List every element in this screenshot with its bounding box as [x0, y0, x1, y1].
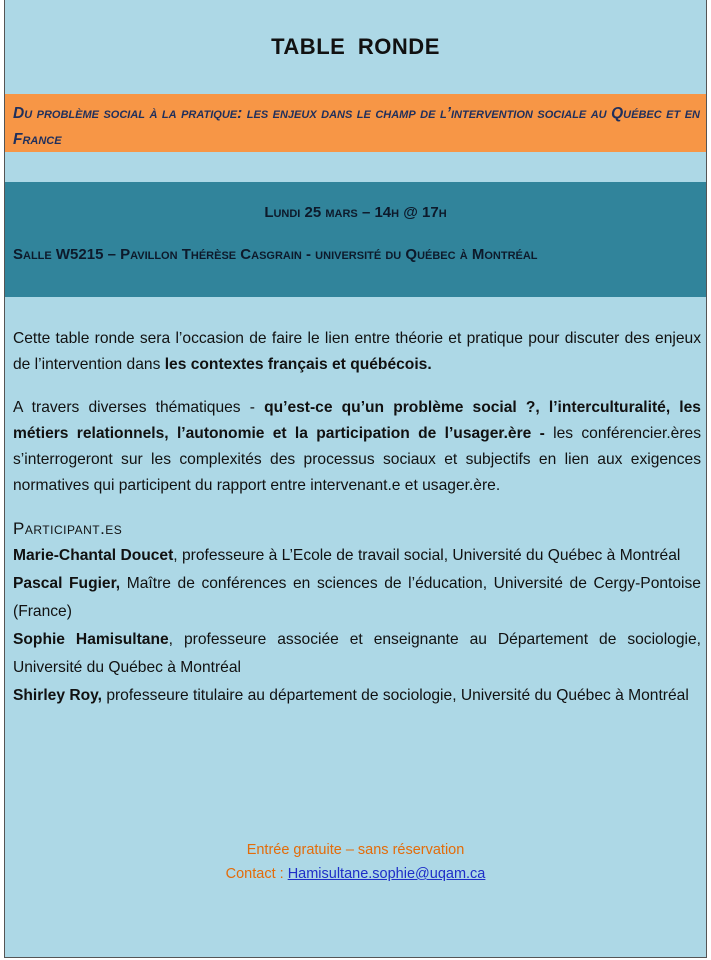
poster-title: TABLE RONDE: [271, 34, 440, 59]
poster-footer: [5, 838, 706, 886]
entry-note: Entrée gratuite – sans réservation: [246, 842, 465, 858]
participant-role: , professeure à L’Ecole de travail social, Université du Québec à Montréal: [173, 547, 681, 564]
themes-text-start: A travers diverses thématiques -: [13, 399, 265, 416]
participant-name: Pascal Fugier,: [13, 575, 121, 592]
contact-email-link[interactable]: Hamisultane.sophie@uqam.ca: [287, 866, 486, 882]
event-info-band: [5, 182, 706, 297]
intro-paragraph: [13, 326, 701, 378]
contact-line: [5, 862, 706, 886]
participant-role: professeure titulaire au département de sociologie, Université du Québec à Montréal: [101, 687, 689, 704]
themes-paragraph: [13, 395, 701, 499]
poster-body: [13, 326, 701, 710]
participant-item: [13, 682, 701, 710]
participant-item: [13, 626, 701, 682]
participant-item: [13, 570, 701, 626]
band-spacer: [5, 152, 706, 182]
poster-subtitle: Du problème social à la pratique: les enjeux dans le champ de l’intervention sociale au Québec et en France: [13, 105, 700, 148]
participant-item: [13, 542, 701, 570]
participant-name: Marie-Chantal Doucet: [13, 547, 174, 564]
participant-role: , professeure associée et enseignante au Département de sociologie, Université du Québec à Montréal: [13, 631, 701, 676]
event-venue: Salle W5215 – Pavillon Thérèse Casgrain - université du Québec à Montréal: [13, 246, 538, 263]
participant-name: Sophie Hamisultane: [13, 631, 169, 648]
intro-text: Cette table ronde sera l’occasion de faire le lien entre théorie et pratique pour discuter des enjeux de l’intervention dans: [13, 330, 701, 373]
subtitle-band: [5, 94, 706, 152]
participant-role: Maître de conférences en sciences de l’éducation, Université de Cergy-Pontoise (France): [13, 575, 701, 620]
contact-label: Contact :: [225, 866, 288, 882]
poster: [4, 0, 707, 958]
themes-text-end: les conférencier.ères s’interrogeront sur les complexités des processus sociaux et subjectifs en lien aux exigences normatives qui participent du rapport entre intervenant.e et usager.ère.: [13, 425, 701, 494]
participants-heading: Participant.es: [13, 519, 123, 538]
participant-name: Shirley Roy,: [13, 687, 102, 704]
intro-bold: les contextes français et québécois.: [164, 356, 432, 373]
event-date: Lundi 25 mars – 14h @ 17h: [264, 204, 447, 221]
themes-bold: qu’est-ce qu’un problème social ?, l’interculturalité, les métiers relationnels, l’autonomie et la participation de l’usager.ère -: [13, 399, 701, 442]
